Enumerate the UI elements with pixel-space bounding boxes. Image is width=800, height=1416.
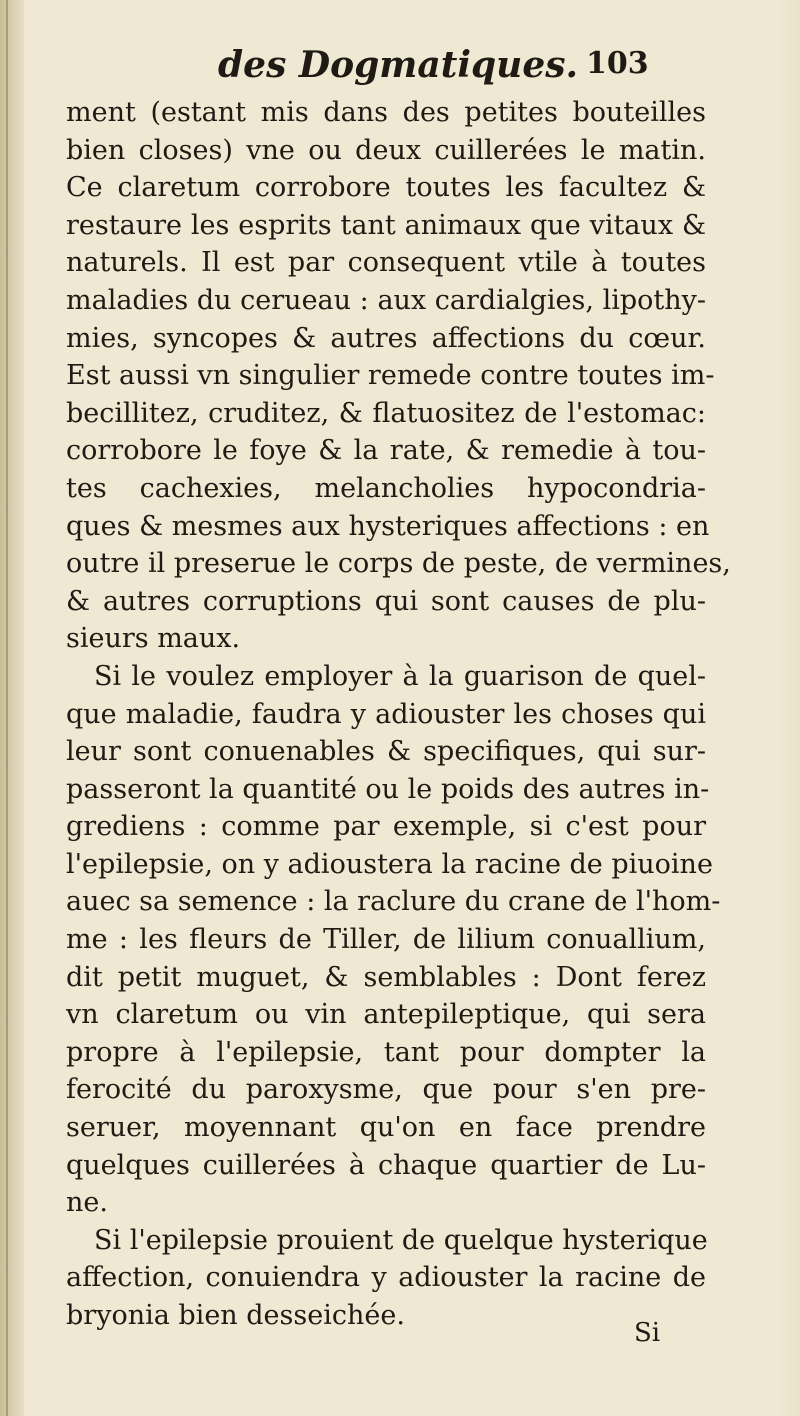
text-line: quelques cuillerées à chaque quartier de Lu- [66,1149,706,1181]
page-header [26,44,776,94]
text-line: ment (estant mis dans des petites bouteilles [66,97,706,128]
text-line: grediens : comme par exemple, si c'est pour [66,811,706,843]
text-line: l'epilepsie, on y adioustera la racine de piuoine [66,848,713,880]
text-line: affection, conuiendra y adiouster la racine de [66,1262,706,1294]
text-line: bryonia bien desseichée. [66,1300,405,1331]
text-line: leur sont conuenables & specifiques, qui sur- [66,736,706,768]
text-line: ques & mesmes aux hysteriques affections : en [66,510,710,542]
page-fore-edge [780,0,800,1416]
text-line: propre à l'epilepsie, tant pour dompter la [66,1036,706,1068]
page-number: 103 [586,46,649,81]
body-text [66,94,731,1335]
text-line: corrobore le foye & la rate, & remedie à tou- [66,435,706,467]
running-head: des Dogmatiques. [218,44,579,86]
page-gutter-shadow [0,0,24,1416]
text-line: outre il preserue le corps de peste, de vermines, [66,548,731,580]
text-line: maladies du cerueau : aux cardialgies, lipothy- [66,284,706,316]
binding-edge [6,0,8,1416]
text-line: vn claretum ou vin antepileptique, qui sera [66,999,706,1031]
text-line: & autres corruptions qui sont causes de plu- [66,585,706,617]
book-page [26,0,776,1416]
text-line: mies, syncopes & autres affections du cœur. [66,322,706,354]
text-line: tes cachexies, melancholies hypocondria- [66,472,706,504]
text-line: ne. [66,1187,108,1219]
text-line: Est aussi vn singulier remede contre toutes im- [66,360,715,392]
text-line: passeront la quantité ou le poids des autres in- [66,773,710,805]
text-line: dit petit muguet, & semblables : Dont ferez [66,961,706,993]
text-line: Ce claretum corrobore toutes les facultez & [66,172,706,204]
text-line: ferocité du paroxysme, que pour s'en pre- [66,1074,706,1106]
text-line: Si l'epilepsie prouient de quelque hysterique [94,1224,708,1256]
text-line: naturels. Il est par consequent vtile à toutes [66,247,706,279]
text-line: sieurs maux. [66,623,241,655]
text-line: becillitez, cruditez, & flatuositez de l'estomac: [66,397,706,429]
catchword: Si [634,1318,661,1348]
text-line: restaure les esprits tant animaux que vitaux & [66,209,706,241]
text-line: bien closes) vne ou deux cuillerées le matin. [66,134,706,166]
text-line: seruer, moyennant qu'on en face prendre [66,1112,706,1144]
text-line: que maladie, faudra y adiouster les choses qui [66,698,706,730]
text-line: auec sa semence : la raclure du crane de l'hom- [66,886,721,918]
text-line: me : les fleurs de Tiller, de lilium conuallium, [66,924,706,956]
text-line: Si le voulez employer à la guarison de quel- [94,660,706,692]
